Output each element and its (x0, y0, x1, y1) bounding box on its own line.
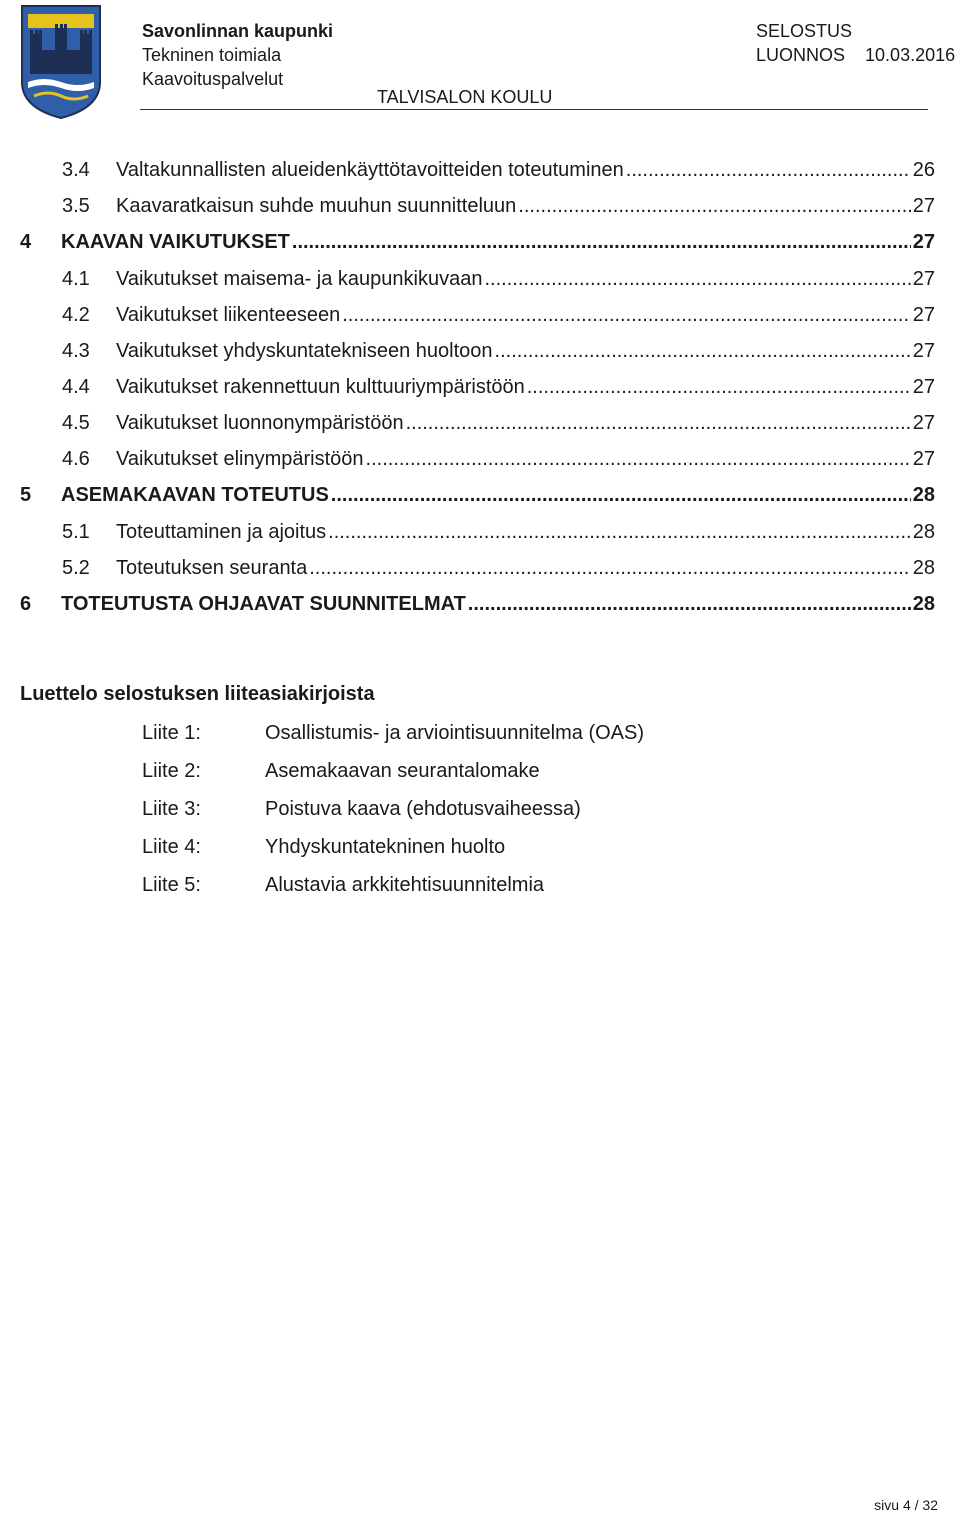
header-left (142, 19, 333, 91)
attachment-item (0, 757, 960, 795)
toc-entry-number: 6 (20, 593, 32, 615)
toc-entry-page: 27 (912, 231, 935, 253)
toc-entry-title: Toteutuksen seuranta (116, 557, 308, 579)
toc-leader-dots (342, 297, 911, 333)
toc-leader-dots (309, 550, 911, 586)
savonlinna-castle-crest-icon (20, 4, 102, 120)
attachment-item (0, 871, 960, 909)
toc-entry[interactable] (0, 297, 960, 333)
table-of-contents (0, 152, 960, 623)
attachment-item (0, 833, 960, 871)
project-title: TALVISALON KOULU (377, 87, 553, 107)
toc-entry[interactable] (0, 477, 960, 514)
toc-entry-title: KAAVAN VAIKUTUKSET (61, 231, 290, 253)
toc-entry-title: Kaavaratkaisun suhde muuhun suunnitteluun (116, 195, 517, 217)
toc-entry-number: 3.4 (62, 159, 90, 181)
toc-entry-page: 28 (912, 593, 935, 615)
attachment-title: Alustavia arkkitehtisuunnitelmia (265, 874, 545, 896)
toc-entry-page: 27 (912, 448, 935, 470)
unit-name: Kaavoituspalvelut (142, 69, 284, 89)
toc-leader-dots (468, 586, 911, 623)
toc-entry-number: 4.3 (62, 340, 90, 362)
toc-entry-number: 5 (20, 484, 32, 506)
toc-entry-page: 28 (912, 484, 935, 506)
toc-entry-number: 3.5 (62, 195, 90, 217)
attachment-label: Liite 1: (142, 722, 201, 744)
toc-entry-number: 4 (20, 231, 32, 253)
department-name: Tekninen toimiala (142, 45, 282, 65)
attachment-title: Asemakaavan seurantalomake (265, 760, 540, 782)
toc-entry-title: Vaikutukset liikenteeseen (116, 304, 341, 326)
header-divider (140, 109, 928, 110)
toc-entry-number: 4.1 (62, 268, 90, 290)
toc-entry[interactable] (0, 188, 960, 224)
document-type: SELOSTUS (756, 21, 853, 41)
toc-entry-title: ASEMAKAAVAN TOTEUTUS (61, 484, 329, 506)
toc-leader-dots (527, 369, 911, 405)
toc-leader-dots (518, 188, 910, 224)
attachment-label: Liite 2: (142, 760, 201, 782)
toc-entry-page: 28 (912, 557, 935, 579)
status-date-line (756, 43, 955, 67)
attachments-heading: Luettelo selostuksen liiteasiakirjoista (20, 683, 375, 705)
attachment-label: Liite 4: (142, 836, 201, 858)
toc-entry-page: 27 (912, 340, 935, 362)
toc-entry-title: Vaikutukset elinympäristöön (116, 448, 364, 470)
toc-entry-title: Toteuttaminen ja ajoitus (116, 521, 327, 543)
attachment-title: Poistuva kaava (ehdotusvaiheessa) (265, 798, 581, 820)
attachment-item (0, 795, 960, 833)
document-status: LUONNOS (756, 45, 846, 65)
attachment-title: Yhdyskuntatekninen huolto (265, 836, 506, 858)
toc-leader-dots (366, 441, 911, 477)
toc-entry-page: 27 (912, 268, 935, 290)
attachment-label: Liite 5: (142, 874, 201, 896)
toc-entry[interactable] (0, 224, 960, 261)
toc-entry-page: 27 (912, 304, 935, 326)
header-right (756, 19, 955, 67)
toc-entry-page: 27 (912, 376, 935, 398)
toc-leader-dots (626, 152, 911, 188)
organization-name: Savonlinnan kaupunki (142, 21, 334, 41)
toc-entry-number: 4.2 (62, 304, 90, 326)
toc-entry-page: 27 (912, 412, 935, 434)
toc-leader-dots (331, 477, 911, 514)
toc-leader-dots (292, 224, 911, 261)
page-number: sivu 4 / 32 (874, 1497, 938, 1513)
attachment-label: Liite 3: (142, 798, 201, 820)
toc-entry-title: Vaikutukset maisema- ja kaupunkikuvaan (116, 268, 483, 290)
toc-entry-number: 5.1 (62, 521, 90, 543)
document-date: 10.03.2016 (865, 45, 956, 65)
toc-entry[interactable] (0, 441, 960, 477)
attachment-item (0, 719, 960, 757)
toc-leader-dots (484, 261, 910, 297)
toc-entry-number: 5.2 (62, 557, 90, 579)
toc-entry-number: 4.4 (62, 376, 90, 398)
toc-entry-number: 4.6 (62, 448, 90, 470)
toc-entry-number: 4.5 (62, 412, 90, 434)
toc-entry[interactable] (0, 550, 960, 586)
toc-entry-title: Vaikutukset rakennettuun kulttuuriympäristöön (116, 376, 525, 398)
toc-entry-page: 26 (912, 159, 935, 181)
toc-entry[interactable] (0, 514, 960, 550)
toc-entry[interactable] (0, 261, 960, 297)
toc-leader-dots (495, 333, 911, 369)
toc-entry-title: Valtakunnallisten alueidenkäyttötavoitteiden toteutuminen (116, 159, 624, 181)
attachments-list (0, 719, 960, 909)
toc-entry-page: 27 (912, 195, 935, 217)
toc-entry-page: 28 (912, 521, 935, 543)
toc-entry-title: Vaikutukset luonnonympäristöön (116, 412, 404, 434)
attachment-title: Osallistumis- ja arviointisuunnitelma (OAS) (265, 722, 645, 744)
toc-entry[interactable] (0, 586, 960, 623)
toc-entry[interactable] (0, 152, 960, 188)
toc-entry[interactable] (0, 333, 960, 369)
toc-leader-dots (406, 405, 911, 441)
toc-entry-title: Vaikutukset yhdyskuntatekniseen huoltoon (116, 340, 493, 362)
toc-entry[interactable] (0, 369, 960, 405)
toc-entry[interactable] (0, 405, 960, 441)
toc-entry-title: TOTEUTUSTA OHJAAVAT SUUNNITELMAT (61, 593, 466, 615)
toc-leader-dots (328, 514, 911, 550)
